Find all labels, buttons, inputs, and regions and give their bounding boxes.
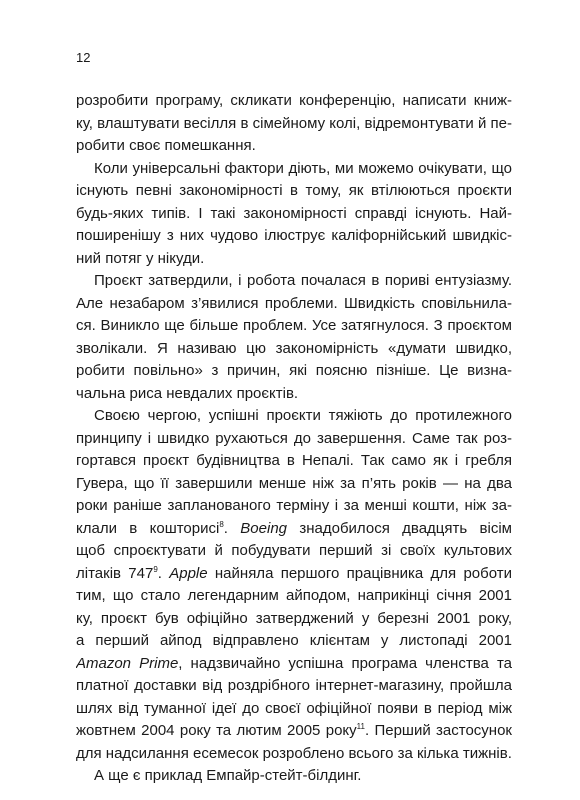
text-run: щоб спроєктувати й побудувати перший зі своїх культових (76, 542, 512, 559)
text-line (76, 338, 512, 361)
text-line (76, 90, 512, 113)
text-line (76, 158, 512, 181)
text-line (76, 113, 512, 136)
text-line (76, 405, 512, 428)
text-line (76, 135, 512, 158)
text-run: ний потяг у нікуди. (76, 249, 205, 267)
text-run: клали в кошторисі (76, 519, 220, 537)
text-run: . (223, 519, 241, 537)
text-run: для надсилання есемесок розроблено всього за кілька тижнів. (76, 744, 512, 762)
text-run: платної доставки від роздрібного інтернет-магазину, пройшла (76, 677, 512, 694)
text-run: жовтнем 2004 року та лютим 2005 року (76, 722, 357, 739)
text-run: тим, що стало легендарним айподом, наприкінці січня 2001 (76, 587, 512, 604)
text-line (76, 698, 512, 721)
text-line (76, 765, 512, 788)
text-line (76, 293, 512, 316)
italic-name: Amazon Prime (76, 654, 179, 672)
text-line (76, 180, 512, 203)
text-run: Але незабаром з’явилися проблеми. Швидкість сповільнила- (76, 294, 512, 312)
text-line (76, 225, 512, 248)
text-line (76, 630, 512, 653)
text-line (76, 495, 512, 518)
footnote-ref: 9 (153, 564, 158, 574)
text-run: робити повільно» з причин, які поясню пізніше. Це визна- (76, 362, 512, 379)
text-run: найняла першого працівника для роботи (214, 564, 512, 582)
text-run: . (157, 564, 170, 582)
text-line (76, 383, 512, 406)
text-run: ку, проєкт був офіційно затверджений у березні 2001 року, (76, 609, 512, 627)
text-run: зволікали. Я називаю цю закономірність «думати швидко, (76, 339, 512, 357)
text-run: гортався проєкт будівництва в Непалі. Так само як і гребля (76, 452, 512, 469)
text-run: А ще є приклад Емпайр-стейт-білдинг. (94, 767, 362, 784)
text-line (76, 675, 512, 698)
text-run: . Перший застосунок (364, 722, 512, 739)
text-line (76, 518, 512, 541)
paragraph (76, 270, 512, 405)
paragraph (76, 90, 512, 158)
text-line (76, 540, 512, 563)
paragraph (76, 405, 512, 765)
text-line (76, 450, 512, 473)
text-run: , надзвичайно успішна програма членства та (178, 654, 512, 672)
text-run: Гувера, що її завершили менше ніж за п’ять років — на два (76, 474, 512, 492)
text-line (76, 720, 512, 743)
text-line (76, 270, 512, 293)
body-text (76, 90, 512, 788)
text-run: Коли універсальні фактори діють, ми можемо очікувати, що (94, 159, 512, 177)
text-run: а перший айпод відправлено клієнтам у листопаді 2001 (76, 632, 512, 649)
text-line (76, 608, 512, 631)
text-line (76, 203, 512, 226)
italic-name: Apple (169, 564, 208, 582)
text-line (76, 248, 512, 271)
text-run: розробити програму, скликати конференцію, написати книж- (76, 92, 512, 109)
text-run: ку, влаштувати весілля в сімейному колі, відремонтувати й пе- (76, 114, 512, 132)
text-line (76, 360, 512, 383)
paragraph (76, 765, 512, 788)
text-run: ся. Виникло ще більше проблем. Усе затягнулося. З проєктом (76, 317, 512, 334)
text-run: поширенішу з них чудово ілюструє каліфорнійський швидкіс- (76, 227, 512, 244)
text-line (76, 653, 512, 676)
text-line (76, 563, 512, 586)
text-run: принципу і швидко рухаються до завершення. Саме так роз- (76, 429, 512, 447)
italic-name: Boeing (240, 519, 288, 537)
footnote-ref: 8 (219, 519, 224, 529)
footnote-ref: 11 (356, 722, 365, 731)
text-run: будь-яких типів. І такі закономірності справді існують. Най- (76, 204, 512, 222)
text-run: літаків 747 (76, 564, 154, 582)
text-line (76, 473, 512, 496)
text-run: знадобилося двадцять вісім (299, 519, 512, 537)
text-run: чальна риса невдалих проєктів. (76, 384, 299, 402)
page-number: 12 (76, 50, 91, 65)
text-line (76, 585, 512, 608)
text-run: Своєю чергою, успішні проєкти тяжіють до протилежного (94, 407, 512, 424)
text-line (76, 743, 512, 766)
paragraph (76, 158, 512, 271)
text-run: роки раніше запланованого терміну і за менші кошти, ніж за- (76, 497, 512, 514)
text-run: шлях від туманної ідеї до своєї офіційної появи в період між (76, 699, 512, 717)
text-run: існують певні закономірності в тому, як втілюються проєкти (76, 182, 512, 199)
text-line (76, 428, 512, 451)
text-run: робити своє помешкання. (76, 137, 256, 154)
text-run: Проєкт затвердили, і робота почалася в пориві ентузіазму. (94, 272, 512, 289)
text-line (76, 315, 512, 338)
